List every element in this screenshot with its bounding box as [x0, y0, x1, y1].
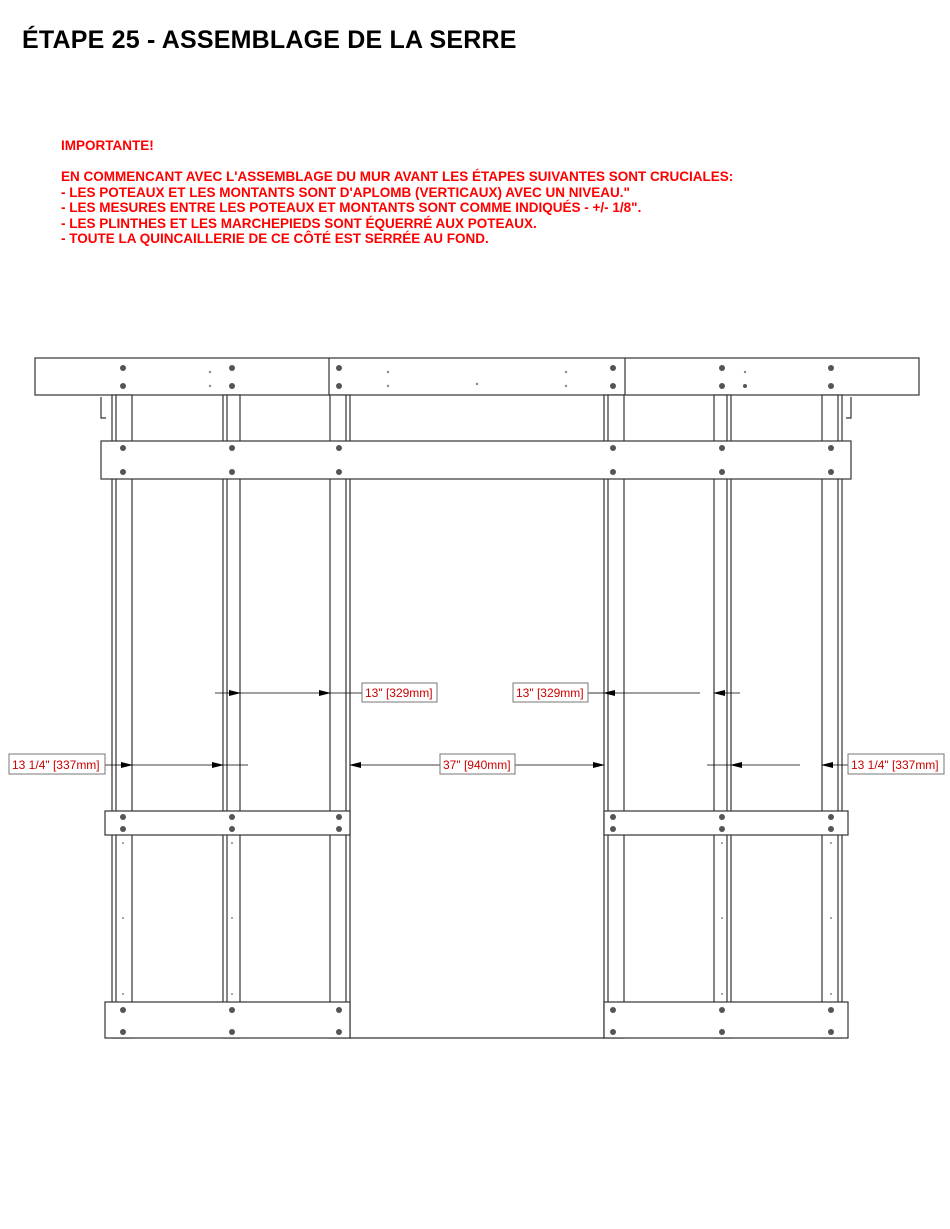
dimension-label-door: 37" [940mm]: [443, 758, 511, 772]
notice-line: EN COMMENCANT AVEC L'ASSEMBLAGE DU MUR AVANT LES ÉTAPES SUIVANTES SONT CRUCIALES:: [61, 169, 734, 184]
top-header-beam: [35, 358, 919, 395]
notice-line: - LES PLINTHES ET LES MARCHEPIEDS SONT ÉQUERRÉ AUX POTEAUX.: [61, 215, 537, 231]
posts: [112, 395, 842, 1038]
notice-line: - TOUTE LA QUINCAILLERIE DE CE CÔTÉ EST SERRÉE AU FOND.: [61, 231, 489, 246]
dimension-label-left-inner: 13" [329mm]: [365, 686, 433, 700]
notice-line: - LES POTEAUX ET LES MONTANTS SONT D'APLOMB (VERTICAUX) AVEC UN NIVEAU.": [61, 184, 630, 200]
dimension-label-right-inner: 13" [329mm]: [516, 686, 584, 700]
right-bottom-rail: [604, 1002, 848, 1038]
notice-heading: IMPORTANTE!: [61, 138, 154, 153]
left-bottom-rail: [105, 1002, 350, 1038]
upper-rail: [101, 441, 851, 479]
notice-line: - LES MESURES ENTRE LES POTEAUX ET MONTANTS SONT COMME INDIQUÉS - +/- 1/8".: [61, 200, 642, 215]
dimension-label-right-outer: 13 1/4" [337mm]: [851, 758, 939, 772]
right-mid-rail: [604, 811, 848, 835]
page-title: ÉTAPE 25 - ASSEMBLAGE DE LA SERRE: [22, 26, 517, 54]
dimension-label-left-outer: 13 1/4" [337mm]: [12, 758, 100, 772]
left-mid-rail: [105, 811, 350, 835]
